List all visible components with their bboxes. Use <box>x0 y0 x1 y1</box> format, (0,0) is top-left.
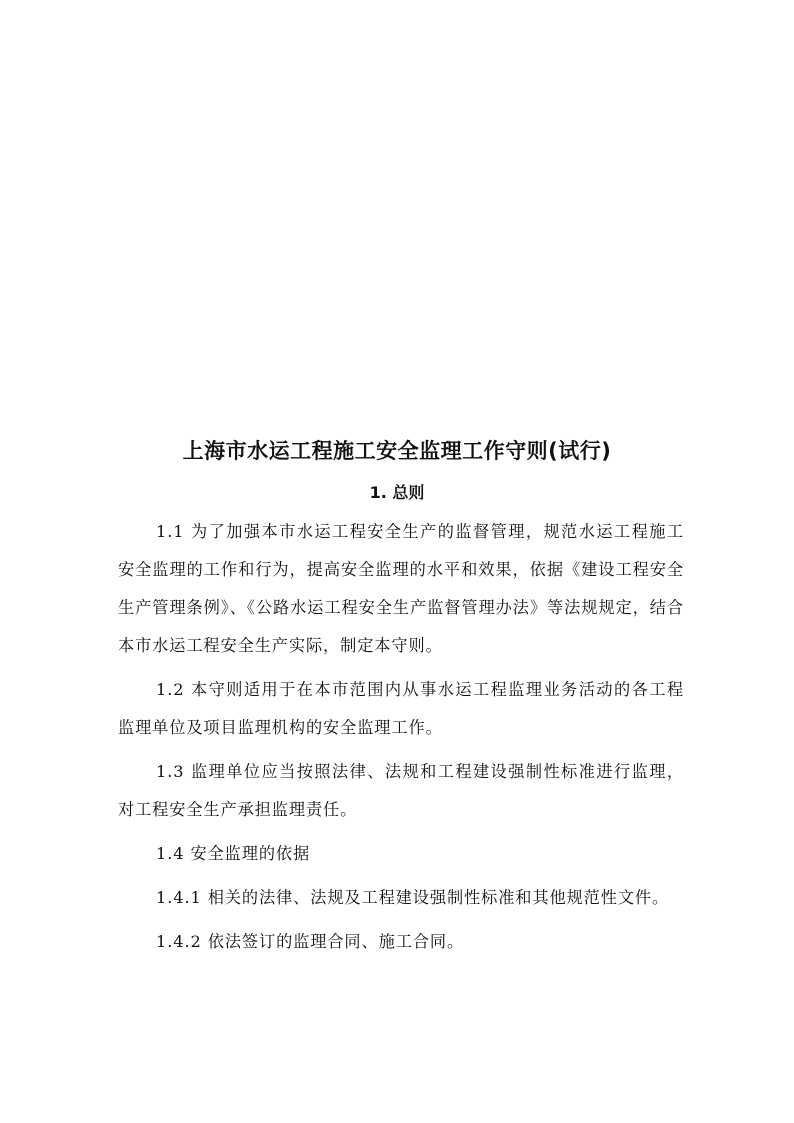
paragraph-1-4-2: 1.4.2 依法签订的监理合同、施工合同。 <box>156 932 465 951</box>
paragraph-1-3: 1.3 监理单位应当按照法律、法规和工程建设强制性标准进行监理，对工程安全生产承担监理责任。 <box>118 762 684 819</box>
document-title: 上海市水运工程施工安全监理工作守则(试行) <box>182 439 612 463</box>
section-heading: 1. 总则 <box>369 483 425 502</box>
paragraph-1-2: 1.2 本守则适用于在本市范围内从事水运工程监理业务活动的各工程监理单位及项目监理机构的安全监理工作。 <box>118 680 684 737</box>
document-body <box>118 513 684 967</box>
paragraph-1-4-1: 1.4.1 相关的法律、法规及工程建设强制性标准和其他规范性文件。 <box>156 888 670 907</box>
paragraph-1-1: 1.1 为了加强本市水运工程安全生产的监督管理，规范水运工程施工安全监理的工作和行为，提高安全监理的水平和效果，依据《建设工程安全生产管理条例》、《公路水运工程安全生产监督管理办法》等法规规定，结合本市水运工程安全生产实际，制定本守则。 <box>118 522 684 655</box>
paragraph-1-4: 1.4 安全监理的依据 <box>156 844 311 863</box>
